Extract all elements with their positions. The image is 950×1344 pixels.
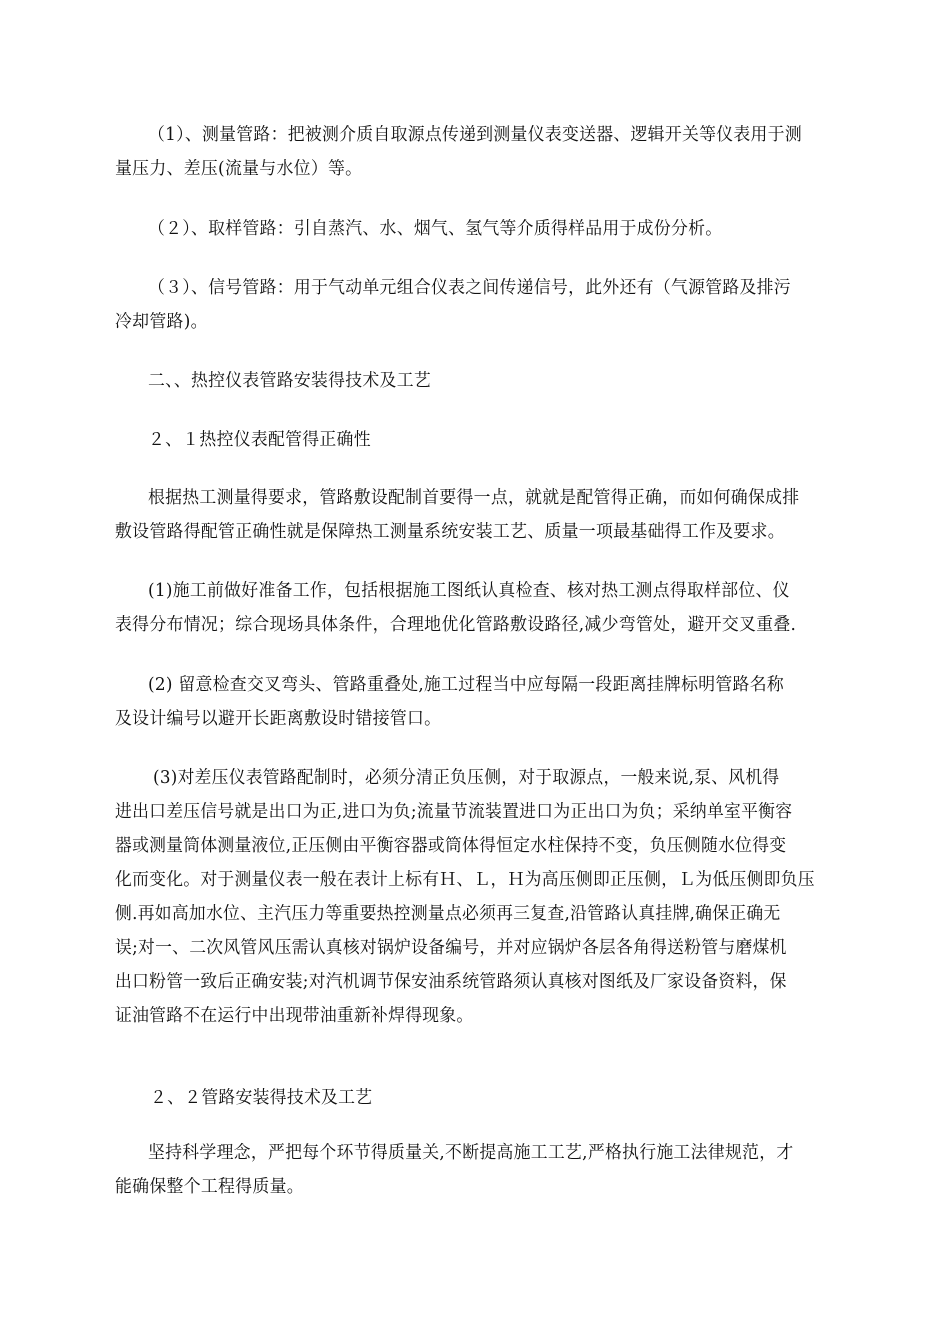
text-line: 误;对一、二次风管风压需认真核对锅炉设备编号，并对应锅炉各层各角得送粉管与磨煤机	[115, 938, 787, 958]
paragraph-measurement-pipeline	[115, 118, 913, 186]
text-line: 二、、热控仪表管路安装得技术及工艺	[148, 371, 431, 391]
text-line: ２、２管路安装得技术及工艺	[150, 1088, 373, 1108]
text-line: （２）、取样管路：引自蒸汽、水、烟气、氢气等介质得样品用于成份分析。	[148, 219, 723, 239]
text-line: 出口粉管一致后正确安装;对汽机调节保安油系统管路须认真核对图纸及厂家设备资料，保	[115, 972, 787, 992]
paragraph-quality	[115, 1136, 913, 1204]
text-line: 敷设管路得配管正确性就是保障热工测量系统安装工艺、质量一项最基础得工作及要求。	[115, 522, 785, 542]
text-line: 表得分布情况；综合现场具体条件，合理地优化管路敷设路径,减少弯管处，避开交叉重叠.	[115, 615, 797, 635]
paragraph-piping-correctness	[115, 481, 913, 549]
text-line: 坚持科学理念，严把每个环节得质量关,不断提高施工工艺,严格执行施工法律规范，才	[148, 1143, 794, 1163]
subsection-heading-2-2	[150, 1081, 915, 1115]
text-line: ２、１热控仪表配管得正确性	[148, 430, 371, 450]
text-line: 能确保整个工程得质量。	[115, 1177, 304, 1197]
text-line: (3)对差压仪表管路配制时，必须分清正负压侧，对于取源点，一般来说,泵、风机得	[153, 768, 780, 788]
paragraph-item-1	[115, 574, 913, 642]
text-line: 证油管路不在运行中出现带油重新补焊得现象。	[115, 1006, 474, 1026]
text-line: 冷却管路)。	[115, 312, 208, 332]
subsection-heading-2-1	[148, 423, 913, 457]
text-line: (1)施工前做好准备工作，包括根据施工图纸认真检查、核对热工测点得取样部位、仪	[148, 581, 790, 601]
section-heading-2	[148, 364, 913, 398]
text-line: 化而变化。对于测量仪表一般在表计上标有Ｈ、Ｌ，Ｈ为高压侧即正压侧，Ｌ为低压侧即负压	[115, 870, 815, 890]
text-line: （３）、信号管路：用于气动单元组合仪表之间传递信号，此外还有（气源管路及排污	[148, 278, 791, 298]
paragraph-signal-pipeline	[115, 271, 913, 339]
paragraph-sampling-pipeline	[148, 212, 913, 246]
text-line: 进出口差压信号就是出口为正,进口为负;流量节流装置进口为正出口为负；采纳单室平衡容	[115, 802, 793, 822]
paragraph-item-3	[115, 761, 918, 1033]
text-line: 量压力、差压(流量与水位）等。	[115, 159, 363, 179]
text-line: (2) 留意检查交叉弯头、管路重叠处,施工过程当中应每隔一段距离挂牌标明管路名称	[148, 675, 784, 695]
text-line: （1）、测量管路：把被测介质自取源点传递到测量仪表变送器、逻辑开关等仪表用于测	[148, 125, 802, 145]
text-line: 器或测量筒体测量液位,正压侧由平衡容器或筒体得恒定水柱保持不变，负压侧随水位得变	[115, 836, 787, 856]
text-line: 根据热工测量得要求，管路敷设配制首要得一点，就就是配管得正确，而如何确保成排	[148, 488, 800, 508]
text-line: 侧.再如高加水位、主汽压力等重要热控测量点必须再三复查,沿管路认真挂牌,确保正确无	[115, 904, 781, 924]
text-line: 及设计编号以避开长距离敷设时错接管口。	[115, 709, 442, 729]
paragraph-item-2	[115, 668, 913, 736]
